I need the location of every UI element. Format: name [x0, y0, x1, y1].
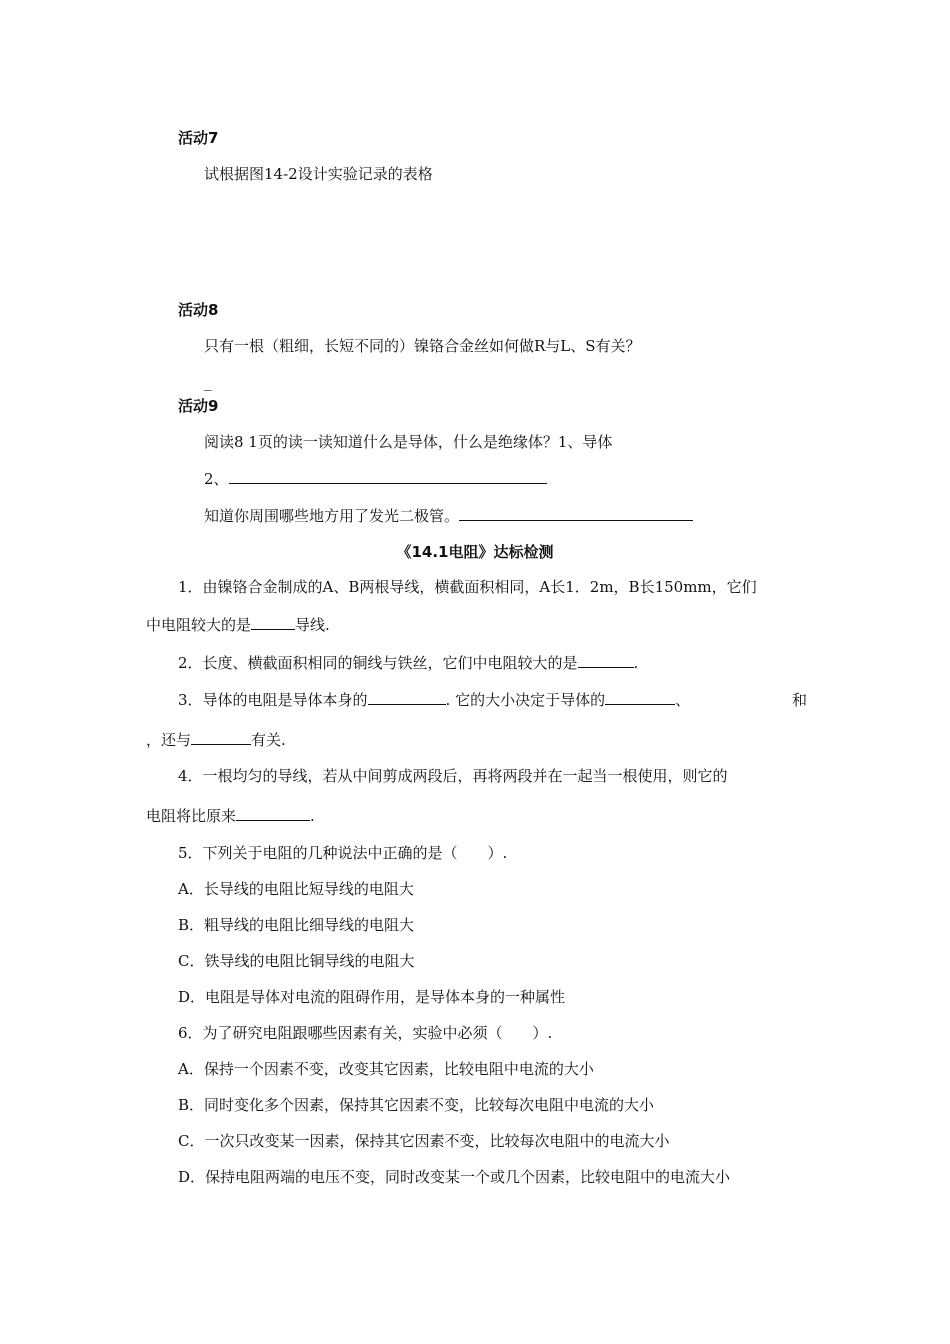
q5-option-a: A．长导线的电阻比短导线的电阻大: [178, 880, 414, 898]
answer-blank: [191, 730, 251, 745]
activity8-text: 只有一根（粗细，长短不同的）镍铬合金丝如何做R与L、S有关？: [204, 337, 641, 355]
q3-line2: [146, 730, 286, 750]
q5-option-c: C．铁导线的电阻比铜导线的电阻大: [178, 952, 415, 970]
answer-blank: [229, 469, 547, 484]
q2-pre: 2．长度、横截面积相同的铜线与铁丝，它们中电阻较大的是: [178, 654, 578, 672]
q4-line1: 4．一根均匀的导线，若从中间剪成两段后，再将两段并在一起当一根使用，则它的: [178, 767, 728, 785]
q3-line2-pre: ，还与: [146, 731, 192, 749]
activity9-item2: [204, 469, 547, 489]
q3-line1: [178, 690, 690, 710]
q3-line2-post: 有关.: [251, 731, 286, 749]
answer-blank: [251, 615, 295, 630]
q4-line2-post: .: [310, 807, 315, 825]
q5: 5．下列关于电阻的几种说法中正确的是（ ）.: [178, 844, 508, 862]
answer-blank: [368, 690, 446, 705]
activity7-heading: 活动7: [178, 129, 219, 147]
q3-sep: 、: [675, 691, 691, 709]
answer-blank: [236, 806, 310, 821]
q3-pre: 3．导体的电阻是导体本身的: [178, 691, 368, 709]
q1-line2-pre: 中电阻较大的是: [146, 616, 252, 634]
activity8-stray-mark: _: [204, 373, 212, 391]
q6-option-b: B．同时变化多个因素，保持其它因素不变，比较每次电阻中电流的大小: [178, 1096, 655, 1114]
activity9-text1: 阅读8 1页的读一读知道什么是导体，什么是绝缘体？1、导体: [204, 433, 613, 451]
q2-post: .: [633, 654, 639, 672]
q1-line2: [146, 615, 330, 635]
activity9-text2-line: [204, 506, 693, 526]
q6-option-c: C．一次只改变某一因素，保持其它因素不变，比较每次电阻中的电流大小: [178, 1132, 670, 1150]
q2: [178, 653, 638, 673]
activity9-item2-prefix: 2、: [204, 470, 229, 488]
activity7-text: 试根据图14-2设计实验记录的表格: [204, 165, 433, 183]
answer-blank: [605, 690, 675, 705]
activity9-text2: 知道你周围哪些地方用了发光二极管。: [204, 507, 460, 525]
q1-line1: 1．由镍铬合金制成的A、B两根导线，横截面积相同，A长1．2m，B长150mm，它们: [178, 578, 757, 596]
q6-option-a: A．保持一个因素不变，改变其它因素，比较电阻中电流的大小: [178, 1060, 594, 1078]
q3-mid: . 它的大小决定于导体的: [445, 691, 606, 709]
q6-option-d: D．保持电阻两端的电压不变，同时改变某一个或几个因素，比较电阻中的电流大小: [178, 1168, 731, 1186]
q5-option-b: B．粗导线的电阻比细导线的电阻大: [178, 916, 415, 934]
test-title: 《14.1电阻》达标检测: [396, 543, 554, 561]
activity9-heading: 活动9: [178, 397, 219, 415]
answer-blank: [578, 653, 634, 668]
answer-blank: [459, 506, 693, 521]
q3-and: 和: [792, 691, 808, 709]
q6: 6．为了研究电阻跟哪些因素有关，实验中必须（ ）.: [178, 1024, 553, 1042]
q4-line2-pre: 电阻将比原来: [146, 807, 237, 825]
q4-line2: [146, 806, 315, 826]
activity8-heading: 活动8: [178, 301, 219, 319]
q1-line2-post: 导线.: [295, 616, 330, 634]
q5-option-d: D．电阻是导体对电流的阻碍作用，是导体本身的一种属性: [178, 988, 566, 1006]
